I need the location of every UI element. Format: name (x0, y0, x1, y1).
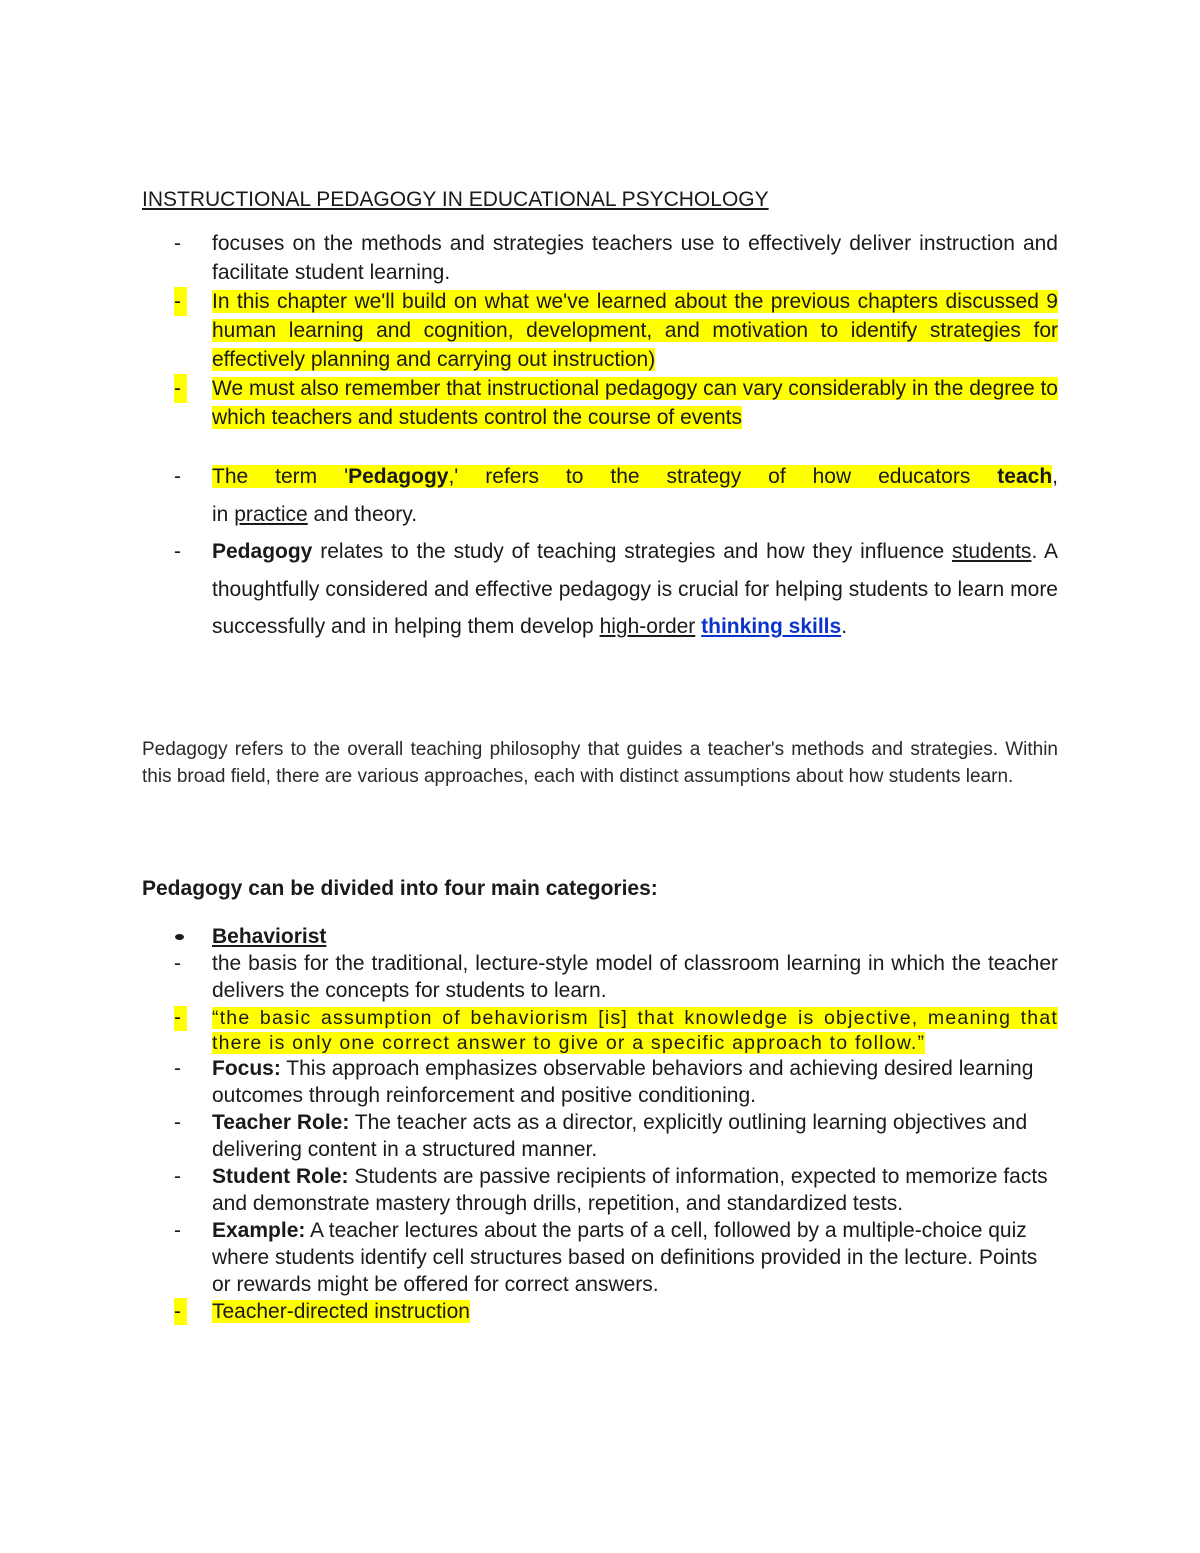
definition-list (142, 458, 1058, 646)
list-item (142, 287, 1058, 374)
dash-marker: - (174, 1165, 181, 1188)
behaviorist-bullet (142, 922, 326, 951)
focus-text: This approach emphasizes observable behaviors and achieving desired learning outcomes through reinforcement and positive conditioning. (212, 1057, 1034, 1107)
dash-marker: - (174, 1219, 181, 1242)
list-item (142, 1217, 1058, 1298)
student-role-label: Student Role: (212, 1165, 349, 1188)
list-item (142, 1109, 1058, 1163)
basis-text: the basis for the traditional, lecture-style model of classroom learning in which the teacher delivers the concepts for students to learn. (212, 952, 1058, 1002)
list-item-text: In this chapter we'll build on what we've learned about the previous chapters discussed 9 human learning and cognition, development, and motivation to identify strategies for effectively planning and carrying out instruction) (212, 290, 1058, 371)
students-link[interactable]: students (952, 540, 1032, 564)
dash-marker: - (174, 540, 181, 564)
thinking-skills-link[interactable]: thinking skills (701, 615, 842, 639)
dash-marker: - (174, 232, 181, 255)
dash-marker: - (174, 1111, 181, 1134)
list-item (142, 1298, 1058, 1325)
list-item (142, 229, 1058, 287)
teacher-role-text: The teacher acts as a director, explicitly outlining learning objectives and delivering content in a structured manner. (212, 1111, 1028, 1161)
overview-paragraph: Pedagogy refers to the overall teaching philosophy that guides a teacher's methods and strategies. Within this broad field, there are various approaches, each with distinct assumptions about how students learn. (142, 739, 1058, 787)
teacher-role-label: Teacher Role: (212, 1111, 350, 1134)
relates-end: . (841, 615, 848, 639)
intro-list (142, 229, 1058, 432)
dash-marker: - (174, 374, 187, 403)
high-order-link[interactable]: high-order (599, 615, 696, 639)
term-word: Pedagogy (348, 465, 449, 488)
dash-marker: - (174, 1057, 181, 1080)
bullet-dot-icon (175, 934, 184, 940)
dash-marker: - (174, 465, 181, 488)
term-line2-pre: in (212, 502, 235, 526)
dash-marker: - (174, 952, 181, 975)
term-line2-post: and theory. (307, 502, 418, 526)
term-line (212, 458, 1058, 496)
list-item-text: focuses on the methods and strategies teachers use to effectively deliver instruction and facilitate student learning. (212, 232, 1058, 284)
categories-heading: Pedagogy can be divided into four main categories: (142, 877, 658, 900)
document-title: INSTRUCTIONAL PEDAGOGY IN EDUCATIONAL PSYCHOLOGY (142, 188, 769, 211)
dash-marker: - (174, 287, 187, 316)
student-role-text: Students are passive recipients of information, expected to memorize facts and demonstrate mastery through drills, repetition, and standardized tests. (212, 1165, 1048, 1215)
term-teach: teach (997, 465, 1053, 488)
pedagogy-word: Pedagogy (212, 540, 313, 564)
relates-text-1: relates to the study of teaching strategies and how they influence (312, 540, 953, 564)
list-item (142, 1055, 1058, 1109)
focus-label: Focus: (212, 1057, 281, 1080)
practice-link[interactable]: practice (234, 502, 308, 526)
example-label: Example: (212, 1219, 306, 1242)
term-prefix: The term ' (212, 465, 349, 488)
list-item (142, 458, 1058, 533)
term-line-2 (212, 496, 1058, 534)
list-item (142, 950, 1058, 1004)
example-text: A teacher lectures about the parts of a cell, followed by a multiple-choice quiz where students identify cell structures based on definitions provided in the lecture. Points or rewards might be offered for correct answers. (212, 1219, 1038, 1296)
behaviorist-label: Behaviorist (212, 925, 327, 948)
behaviorist-list (142, 950, 1058, 1325)
quote-text: “the basic assumption of behaviorism [is] that knowledge is objective, meaning that there is only one correct answer to give or a specific approach to follow.” (212, 1007, 1058, 1054)
list-item-text: We must also remember that instructional pedagogy can vary considerably in the degree to which teachers and students control the course of events (212, 377, 1058, 429)
list-item (142, 1006, 1058, 1055)
dash-marker: - (174, 1006, 187, 1031)
list-item (142, 533, 1058, 646)
teacher-directed-text: Teacher-directed instruction (212, 1300, 470, 1323)
list-item (142, 374, 1058, 432)
term-comma: , (1052, 465, 1058, 488)
dash-marker: - (174, 1298, 187, 1325)
list-item (142, 1163, 1058, 1217)
term-middle: ,' refers to the strategy of how educators (448, 465, 998, 488)
relates-text-2: . A thoughtfully considered and effective pedagogy is crucial for helping students to learn more successfully and in helping them develop (212, 540, 1058, 639)
